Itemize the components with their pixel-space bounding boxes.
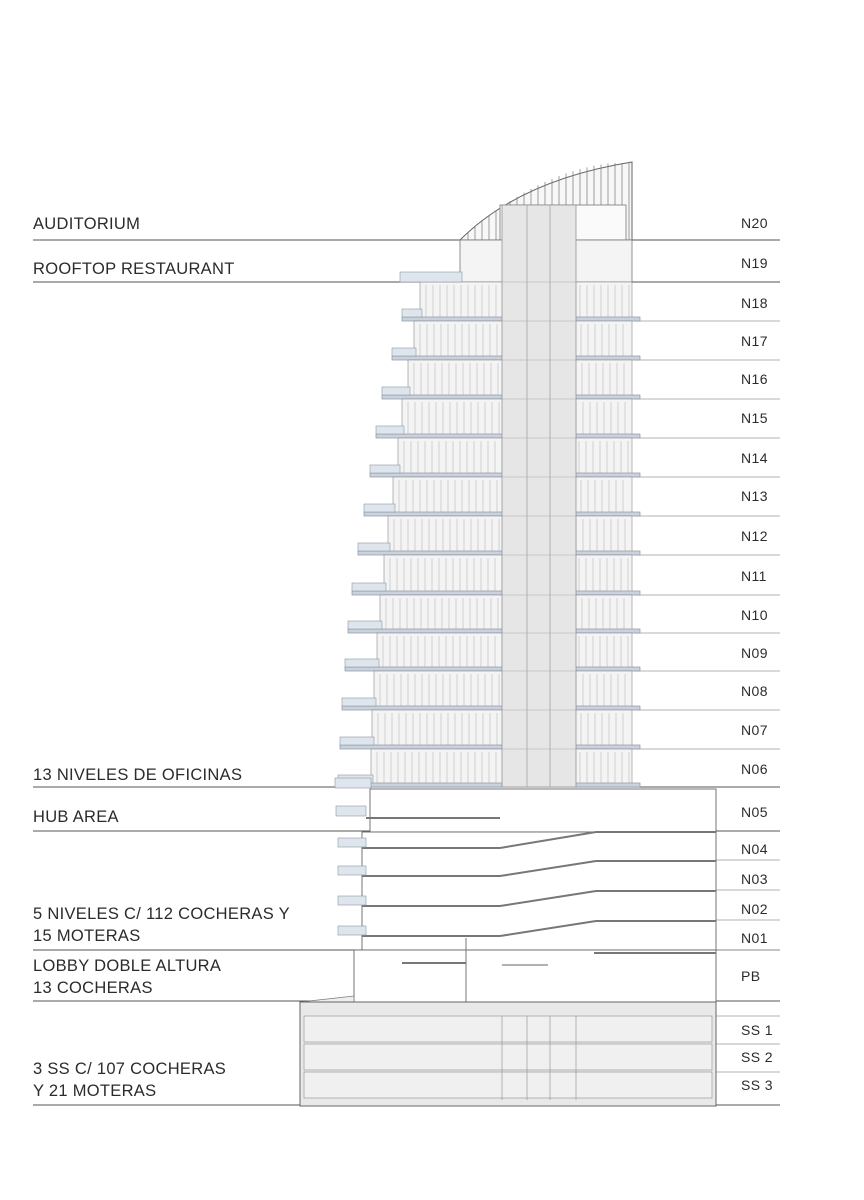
- balcony: [352, 583, 386, 591]
- floor-slab: [338, 783, 640, 787]
- zone-line: 3 SS C/ 107 COCHERAS: [33, 1060, 227, 1078]
- level-label-ss1: SS 1: [741, 1022, 773, 1038]
- level-label-n12: N12: [741, 528, 768, 544]
- zone-line: ROOFTOP RESTAURANT: [33, 260, 235, 278]
- floor-slab: [358, 551, 640, 555]
- balcony: [402, 309, 422, 317]
- basement-level: [304, 1016, 712, 1042]
- balcony: [338, 896, 366, 905]
- level-label-n20: N20: [741, 215, 768, 231]
- floor-slab: [345, 667, 640, 671]
- office-floor: [371, 749, 632, 787]
- level-label-ss3: SS 3: [741, 1077, 773, 1093]
- entry-ramp: [300, 996, 354, 1002]
- level-label-pb: PB: [741, 968, 761, 984]
- balcony: [342, 698, 376, 706]
- balcony: [382, 387, 410, 395]
- zone-line: 15 MOTERAS: [33, 927, 141, 945]
- zone-label-lobby: [33, 955, 221, 999]
- balcony: [338, 866, 366, 875]
- balcony: [376, 426, 404, 434]
- level-label-n07: N07: [741, 722, 768, 738]
- zone-label-basement: [33, 1058, 226, 1102]
- hub-volume: [370, 789, 716, 832]
- zone-label-rooftop-restaurant: [33, 258, 235, 280]
- zone-line: AUDITORIUM: [33, 215, 141, 233]
- balcony: [336, 806, 366, 816]
- basement-level: [304, 1072, 712, 1098]
- level-label-n03: N03: [741, 871, 768, 887]
- balcony: [338, 838, 366, 847]
- level-label-n16: N16: [741, 371, 768, 387]
- balcony: [392, 348, 416, 356]
- level-label-n10: N10: [741, 607, 768, 623]
- zone-label-parking-levels: [33, 903, 290, 947]
- zone-line: LOBBY DOBLE ALTURA: [33, 957, 222, 975]
- floor-slab: [340, 745, 640, 749]
- level-label-n09: N09: [741, 645, 768, 661]
- level-label-n01: N01: [741, 930, 768, 946]
- zone-line: 13 NIVELES DE OFICINAS: [33, 766, 243, 784]
- zone-line: HUB AREA: [33, 808, 119, 826]
- balcony: [358, 543, 390, 551]
- building-elevation: [300, 162, 716, 1106]
- level-label-n04: N04: [741, 841, 768, 857]
- floor-slab: [342, 706, 640, 710]
- floor-slab: [352, 591, 640, 595]
- level-label-n11: N11: [741, 568, 767, 584]
- balcony: [348, 621, 382, 629]
- balcony: [340, 737, 374, 745]
- basement-level: [304, 1044, 712, 1070]
- building-core: [502, 205, 576, 787]
- level-label-n15: N15: [741, 410, 768, 426]
- zone-line: 5 NIVELES C/ 112 COCHERAS Y: [33, 905, 290, 923]
- level-label-ss2: SS 2: [741, 1049, 773, 1065]
- balcony: [370, 465, 400, 473]
- level-label-n13: N13: [741, 488, 768, 504]
- zone-label-auditorium: [33, 213, 140, 235]
- level-label-n17: N17: [741, 333, 768, 349]
- balcony: [345, 659, 379, 667]
- level-label-n02: N02: [741, 901, 768, 917]
- floor-slab: [348, 629, 640, 633]
- balcony: [400, 272, 462, 282]
- level-label-n08: N08: [741, 683, 768, 699]
- balcony: [364, 504, 395, 512]
- lobby-volume: [354, 950, 716, 1002]
- balcony: [338, 926, 366, 935]
- balcony: [335, 778, 371, 788]
- zone-line: Y 21 MOTERAS: [33, 1082, 157, 1100]
- level-label-n19: N19: [741, 255, 768, 271]
- level-label-n14: N14: [741, 450, 768, 466]
- zone-label-hub-area: [33, 806, 119, 828]
- level-label-n18: N18: [741, 295, 768, 311]
- zone-line: 13 COCHERAS: [33, 979, 153, 997]
- level-label-n06: N06: [741, 761, 768, 777]
- zone-label-offices: [33, 764, 242, 786]
- level-label-n05: N05: [741, 804, 768, 820]
